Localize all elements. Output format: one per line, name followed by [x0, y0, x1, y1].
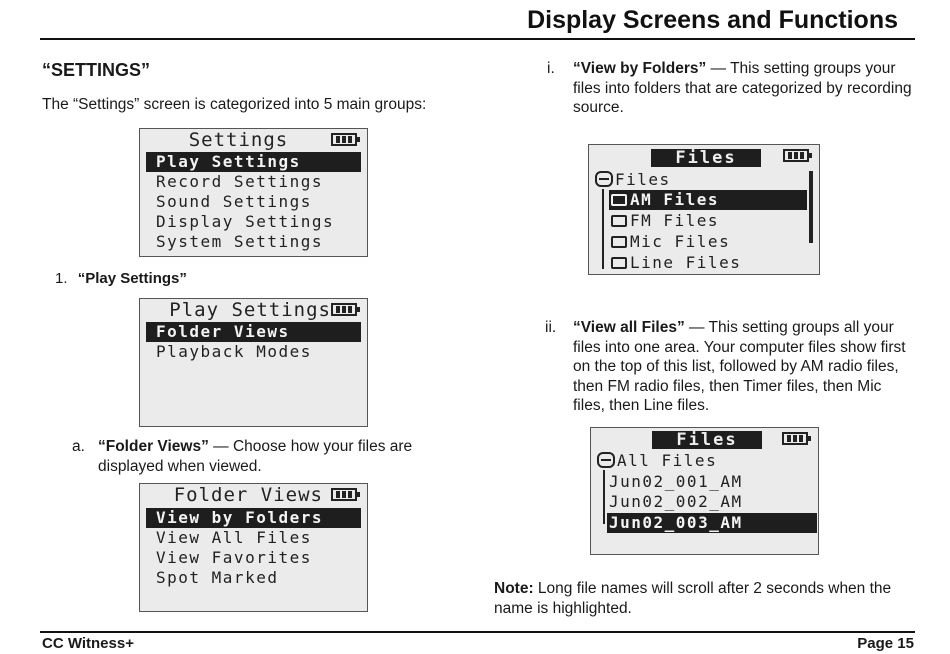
- play-item-folder-views[interactable]: Folder Views: [146, 322, 361, 342]
- file-item-1[interactable]: Jun02_001_AM: [609, 472, 743, 491]
- item-ii-title: “View all Files”: [573, 319, 685, 336]
- tree-line: [602, 189, 604, 269]
- folder-icon: [611, 257, 627, 269]
- folder-icon: [611, 236, 627, 248]
- item-i-text: — This setting groups your files into folders that are categorized by recording source.: [573, 60, 912, 116]
- files-item-fm[interactable]: [609, 211, 719, 231]
- files-screen-title: Files: [651, 149, 761, 167]
- header-rule: [40, 38, 915, 40]
- folder-item-view-all-files[interactable]: View All Files: [156, 528, 312, 547]
- files-root-label: Files: [615, 170, 671, 189]
- item-a-title: “Folder Views”: [98, 438, 209, 455]
- intro-text: The “Settings” screen is categorized into 5 main groups:: [42, 96, 427, 113]
- tree-line: [603, 470, 605, 524]
- folder-item-spot-marked[interactable]: Spot Marked: [156, 568, 279, 587]
- folder-views-screen-title: Folder Views: [173, 484, 323, 506]
- settings-item-sound[interactable]: Sound Settings: [156, 192, 312, 211]
- settings-item-record[interactable]: Record Settings: [156, 172, 323, 191]
- play-settings-screen-title: Play Settings: [169, 299, 331, 321]
- item1-title: “Play Settings”: [77, 270, 187, 287]
- item-i-title: “View by Folders”: [573, 60, 707, 77]
- files-item-am-label: AM Files: [630, 190, 720, 209]
- note-label: Note:: [494, 580, 534, 597]
- settings-item-system[interactable]: System Settings: [156, 232, 323, 251]
- folder-open-icon: [597, 452, 615, 468]
- play-settings-screen: [139, 298, 368, 427]
- scrollbar[interactable]: [809, 171, 813, 243]
- page-header-title: Display Screens and Functions: [527, 6, 898, 34]
- all-files-root-label: All Files: [617, 451, 718, 470]
- item-a-paragraph: [72, 437, 428, 476]
- files-all-screen: [590, 427, 819, 555]
- folder-views-screen: [139, 483, 368, 612]
- all-files-root: [597, 451, 717, 471]
- battery-icon: [331, 133, 357, 146]
- battery-icon: [331, 488, 357, 501]
- settings-item-display[interactable]: Display Settings: [156, 212, 335, 231]
- note-paragraph: [494, 579, 914, 618]
- item1-label: [55, 270, 187, 287]
- folder-item-view-favorites[interactable]: View Favorites: [156, 548, 312, 567]
- files-screen-title: Files: [652, 431, 762, 449]
- battery-icon: [782, 432, 808, 445]
- files-item-am[interactable]: [609, 190, 807, 210]
- item1-number: 1.: [55, 270, 68, 287]
- item-i-marker: i.: [547, 60, 555, 77]
- settings-item-play[interactable]: Play Settings: [146, 152, 361, 172]
- files-item-mic[interactable]: [609, 232, 730, 252]
- file-item-2[interactable]: Jun02_002_AM: [609, 492, 743, 511]
- footer-product-name: CC Witness+: [42, 635, 134, 652]
- files-item-mic-label: Mic Files: [630, 232, 731, 251]
- footer-page-number: Page 15: [857, 635, 914, 652]
- footer-rule: [40, 631, 915, 633]
- item-ii-paragraph: [545, 318, 913, 416]
- item-ii-marker: ii.: [545, 319, 557, 336]
- folder-open-icon: [595, 171, 613, 187]
- folder-item-view-by-folders[interactable]: View by Folders: [146, 508, 361, 528]
- item-a-marker: a.: [72, 438, 85, 455]
- item-ii-text: — This setting groups all your files into one area. Your computer files show first on the top of this list, followed by AM radio files, then FM radio files, then Timer files, then Mic files, then Line files.: [573, 319, 906, 414]
- files-root: [595, 170, 671, 190]
- item-i-paragraph: [547, 59, 913, 118]
- files-item-line-label: Line Files: [630, 253, 742, 272]
- folder-icon: [611, 194, 627, 206]
- settings-screen: [139, 128, 368, 257]
- files-item-line[interactable]: [609, 253, 741, 273]
- files-folders-screen: [588, 144, 820, 275]
- battery-icon: [331, 303, 357, 316]
- battery-icon: [783, 149, 809, 162]
- files-item-fm-label: FM Files: [630, 211, 720, 230]
- settings-screen-title: Settings: [188, 129, 289, 151]
- file-item-3[interactable]: Jun02_003_AM: [607, 513, 817, 533]
- section-title: “SETTINGS”: [42, 60, 151, 80]
- play-item-playback-modes[interactable]: Playback Modes: [156, 342, 312, 361]
- folder-icon: [611, 215, 627, 227]
- note-text: Long file names will scroll after 2 seconds when the name is highlighted.: [494, 580, 892, 617]
- item-a-text: — Choose how your files are displayed when viewed.: [98, 438, 413, 475]
